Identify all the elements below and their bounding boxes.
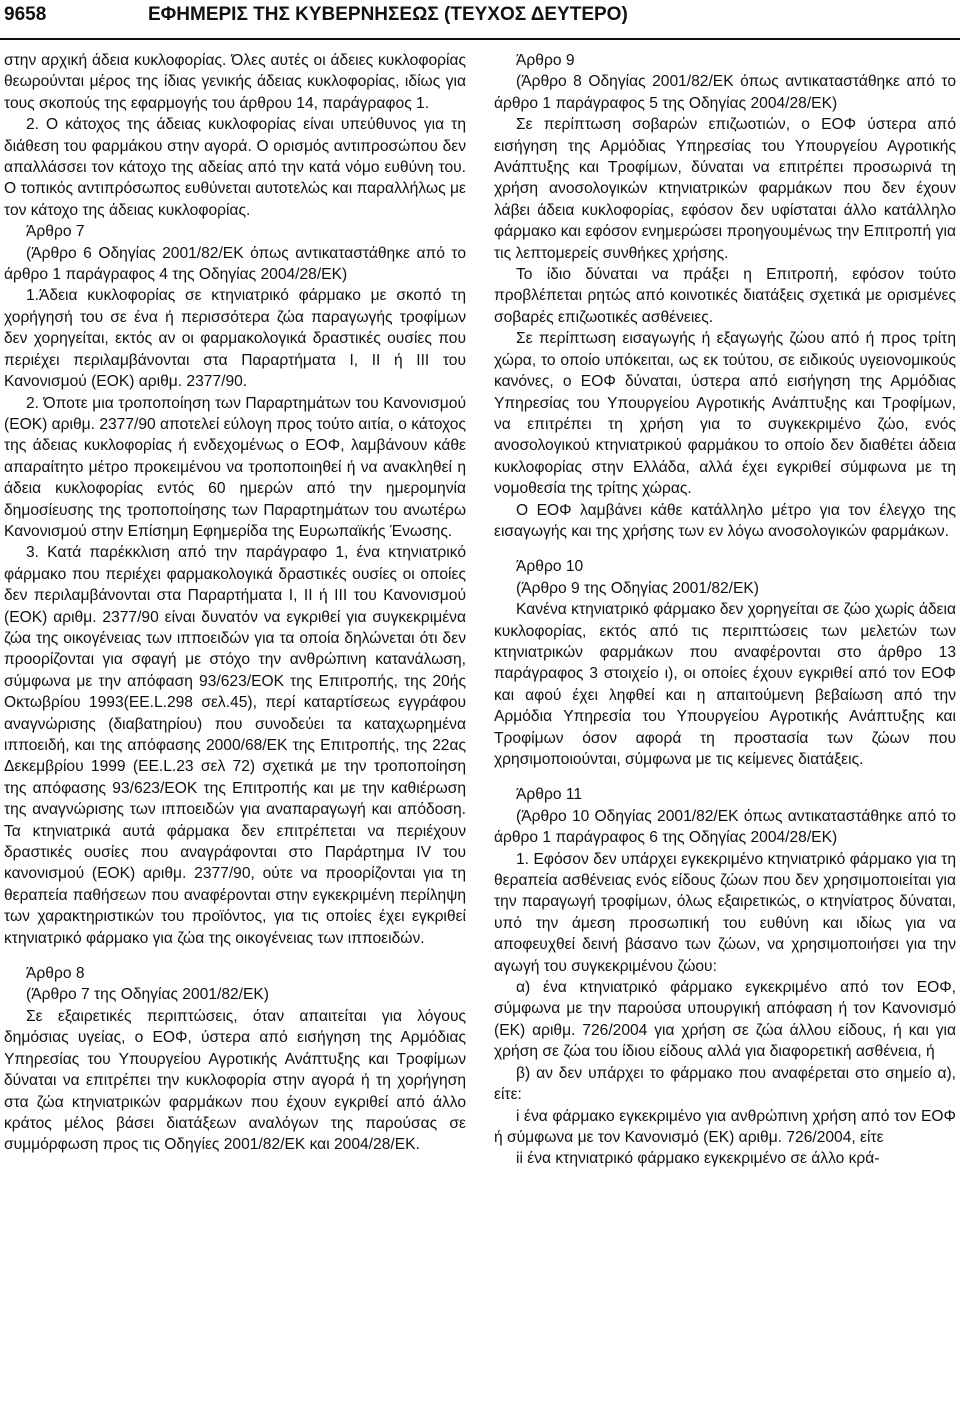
article-8-subtitle: (Άρθρο 7 της Οδηγίας 2001/82/ΕΚ)	[26, 986, 270, 1004]
paragraph: 2. Ο κάτοχος της άδειας κυκλοφορίας είναι υπεύθυνος για τη διάθεση του φαρμάκου στην αγορά. Ο ορισμός αντιπροσώπου δεν απαλλάσσει τον κάτοχο της αδείας από την κατά νόμο ευθύνη του. Ο τοπικός αντιπρόσωπος ευθύνεται αυτοτελώς και παραλλήλως με τον κάτοχο της άδειας κυκλοφορίας.	[4, 116, 466, 219]
journal-title: ΕΦΗΜΕΡΙΣ ΤΗΣ ΚΥΒΕΡΝΗΣΕΩΣ (ΤΕΥΧΟΣ ΔΕΥΤΕΡΟ)	[148, 4, 628, 25]
paragraph: β) αν δεν υπάρχει το φάρμακο που αναφέρεται στο σημείο α), είτε:	[494, 1064, 956, 1104]
article-9-subtitle: (Άρθρο 8 Οδηγίας 2001/82/ΕΚ όπως αντικαταστάθηκε από το άρθρο 1 παράγραφος 5 της Οδηγίας 2004/28/ΕΚ)	[494, 73, 956, 112]
paragraph: 1. Εφόσον δεν υπάρχει εγκεκριμένο κτηνιατρικό φάρμακο για τη θεραπεία ασθένειας ενός είδους ζώων που δεν χρησιμοποιείται για την παραγωγή τροφίμων, όλως εξαιρετικώς, ο κτηνίατρος δύναται, υπό την άμεση προσωπική του ευθύνη και ιδίως για να αποφευχθεί δεινή βάσανο των ζώων, να χρησιμοποιήσει για την αγωγή του συγκεκριμένου ζώου:	[494, 850, 956, 975]
paragraph: ii ένα κτηνιατρικό φάρμακο εγκεκριμένο σε άλλο κρά-	[516, 1150, 880, 1168]
page-header	[0, 0, 960, 40]
page-number: 9658	[4, 4, 47, 25]
article-7-subtitle: (Άρθρο 6 Οδηγίας 2001/82/ΕΚ όπως αντικαταστάθηκε από το άρθρο 1 παράγραφος 4 της Οδηγίας 2004/28/ΕΚ)	[4, 244, 466, 284]
article-8-title: Άρθρο 8	[26, 965, 85, 983]
right-column	[494, 50, 956, 1170]
paragraph: 3. Κατά παρέκκλιση από την παράγραφο 1, ένα κτηνιατρικό φάρμακο που περιέχει φαρμακολογικά δραστικές ουσίες οι οποίες δεν περιλαμβάνονται στα Παραρτήματα Ι, ΙΙ ή ΙΙΙ του Κανονισμού (ΕΟΚ) αριθμ. 2377/90 είναι δυνατόν να εγκριθεί για συγκεκριμένα ζώα της οικογένειας των ιπποειδών για τα οποία δηλώνεται ότι δεν προορίζονται για σφαγή με στόχο την ανθρώπινη κατανάλωση, σύμφωνα με την απόφαση 93/623/ΕΟΚ της Επιτροπής, της 20ής Οκτωβρίου 1993(ΕΕ.L.298 σελ.45), περί καταρτίσεως εγγράφου αναγνώρισης (διαβατηρίου) που συνοδεύει τα καταχωρημένα ιπποειδή, και της απόφασης 2000/68/ΕΚ της Επιτροπής, της 22ας Δεκεμβρίου 1999 (ΕΕ.L.23 σελ 72) σχετικά με την τροποποίηση της απόφασης 93/623/ΕΟΚ της Επιτροπής και με την καθιέρωση της αναγνώρισης των ιπποειδών για αναπαραγωγή και απόδοση. Τα κτηνιατρικά αυτά φάρμακα δεν επιτρέπεται να περιέχουν δραστικές ουσίες που αναγράφονται στο Παράρτημα IV του κανονισμού (ΕΟΚ) αριθμ. 2377/90, ούτε να προορίζονται για τη θεραπεία παθήσεων που αναφέρονται στην εγκεκριμένη περίληψη των χαρακτηριστικών του προϊόντος, για τις οποίες έχει εγκριθεί κτηνιατρικό φάρμακο για ζώα της οικογένειας των ιπποειδών.	[4, 544, 466, 947]
paragraph: Σε περίπτωση εισαγωγής ή εξαγωγής ζώου από ή προς τρίτη χώρα, το οποίο υπόκειται, ως εκ τούτου, σε ειδικούς υγειονομικούς κανόνες, ο ΕΟΦ δύναται, ύστερα από εισήγηση της Αρμόδιας Υπηρεσίας του Υπουργείου Αγροτικής Ανάπτυξης και Τροφίμων, να επιτρέπει τη χρήση για το συγκεκριμένο ζώο, ενός ανοσολογικού κτηνιατρικού φαρμάκου το οποίο δεν διαθέτει άδεια κυκλοφορίας στην Ελλάδα, αλλά έχει εγκριθεί σύμφωνα με τη νομοθεσία της τρίτης χώρας.	[494, 330, 956, 498]
article-11-subtitle: (Άρθρο 10 Οδηγίας 2001/82/ΕΚ όπως αντικαταστάθηκε από το άρθρο 1 παράγραφος 6 της Οδηγίας 2004/28/ΕΚ)	[494, 807, 956, 847]
article-10-title: Άρθρο 10	[516, 558, 584, 576]
article-7-title: Άρθρο 7	[26, 223, 85, 241]
article-10-subtitle: (Άρθρο 9 της Οδηγίας 2001/82/ΕΚ)	[516, 579, 760, 597]
paragraph: 1.Άδεια κυκλοφορίας σε κτηνιατρικό φάρμακο με σκοπό τη χορήγησή του σε ένα ή περισσότερα ζώα παραγωγής τροφίμων δεν χορηγείται, εκτός αν οι φαρμακολογικά δραστικές ουσίες που περιέχει περιλαμβάνονται στα Παραρτήματα Ι, ΙΙ ή ΙΙΙ του Κανονισμού (ΕΟΚ) αριθμ. 2377/90.	[4, 287, 466, 391]
paragraph: Το ίδιο δύναται να πράξει η Επιτροπή, εφόσον τούτο προβλέπεται ρητώς από κοινοτικές διατάξεις σχετικά με ορισμένες σοβαρές επιζωοτικές ασθένειες.	[494, 266, 956, 326]
paragraph: Ο ΕΟΦ λαμβάνει κάθε κατάλληλο μέτρο για τον έλεγχο της εισαγωγής και της χρήσης των εν λόγω ανοσολογικών φαρμάκων.	[494, 501, 956, 540]
paragraph: στην αρχική άδεια κυκλοφορίας. Όλες αυτές οι άδειες κυκλοφορίας θεωρούνται μέρος της ίδιας γενικής άδειας κυκλοφορίας, ιδίως για τους σκοπούς της εφαρμογής του άρθρου 14, παράγραφος 1.	[4, 52, 466, 112]
paragraph: Σε εξαιρετικές περιπτώσεις, όταν απαιτείται για λόγους δημόσιας υγείας, ο ΕΟΦ, ύστερα από εισήγηση της Αρμόδιας Υπηρεσίας του Υπουργείου Αγροτικής Ανάπτυξης και Τροφίμων δύναται να επιτρέπει την κυκλοφορία στην αγορά ή τη χορήγηση στα ζώα κτηνιατρικών φαρμάκων που έχουν εγκριθεί από άλλο κράτος μέλος βάσει διατάξεων αναλόγων της παρούσας σε συμμόρφωση προς τις Οδηγίες 2001/82/ΕΚ και 2004/28/ΕΚ.	[4, 1007, 466, 1154]
article-9-title: Άρθρο 9	[516, 52, 575, 69]
paragraph: α) ένα κτηνιατρικό φάρμακο εγκεκριμένο από τον ΕΟΦ, σύμφωνα με την παρούσα υπουργική απόφαση ή τον Κανονισμό (ΕΚ) αριθμ. 726/2004 για χρήση σε ζώα άλλου είδους, ή και για χρήση σε ζώα του ίδιου είδους αλλά για διαφορετική ασθένεια, ή	[494, 979, 956, 1061]
paragraph: i ένα φάρμακο εγκεκριμένο για ανθρώπινη χρήση από τον ΕΟΦ ή σύμφωνα με τον Κανονισμό (ΕΚ) αριθμ. 726/2004, είτε	[494, 1107, 956, 1146]
article-11-title: Άρθρο 11	[516, 786, 583, 804]
left-column	[4, 50, 466, 1156]
paragraph: Κανένα κτηνιατρικό φάρμακο δεν χορηγείται σε ζώο χωρίς άδεια κυκλοφορίας, εκτός από τις περιπτώσεις των μελετών των κτηνιατρικών φαρμάκων που αναφέρονται στο άρθρο 13 παράγραφος 3 στοιχείο ι), οι οποίες έχουν εγκριθεί από τον ΕΟΦ και αφού έχει ληφθεί και η απαιτούμενη βεβαίωση από την Αρμόδια Υπηρεσία του Υπουργείου Αγροτικής Ανάπτυξης και Τροφίμων όσον αφορά τη προστασία των ζώων που χρησιμοποιούνται, σύμφωνα με τις κείμενες διατάξεις.	[494, 601, 956, 768]
paragraph: 2. Όποτε μια τροποποίηση των Παραρτημάτων του Κανονισμού (ΕΟΚ) αριθμ. 2377/90 αποτελεί εύλογη προς τούτο αιτία, ο κάτοχος της άδειας κυκλοφορίας ή ενδεχομένως ο ΕΟΦ, λαμβάνουν κάθε απαραίτητο μέτρο προκειμένου να τροποποιηθεί ή να ανακληθεί η άδεια κυκλοφορίας εντός 60 ημερών από την ημερομηνία δημοσίευσης της τροποποίησης των Παραρτημάτων του ανωτέρω Κανονισμού στην Επίσημη Εφημερίδα της Ευρωπαϊκής Ένωσης.	[4, 394, 466, 540]
paragraph: Σε περίπτωση σοβαρών επιζωοτιών, ο ΕΟΦ ύστερα από εισήγηση της Αρμόδιας Υπηρεσίας του Υπουργείου Αγροτικής Ανάπτυξης και Τροφίμων, δύναται να επιτρέπει προσωρινά τη χρήση ανοσολογικών κτηνιατρικών φαρμάκων που δεν έχουν λάβει άδεια κυκλοφορίας, εφόσον δεν υφίσταται άλλο κατάλληλο φάρμακο και εφόσον ενημερώσει προηγουμένως την Επιτροπή για τις λεπτομερείς συνθήκες χρήσης.	[494, 116, 956, 262]
